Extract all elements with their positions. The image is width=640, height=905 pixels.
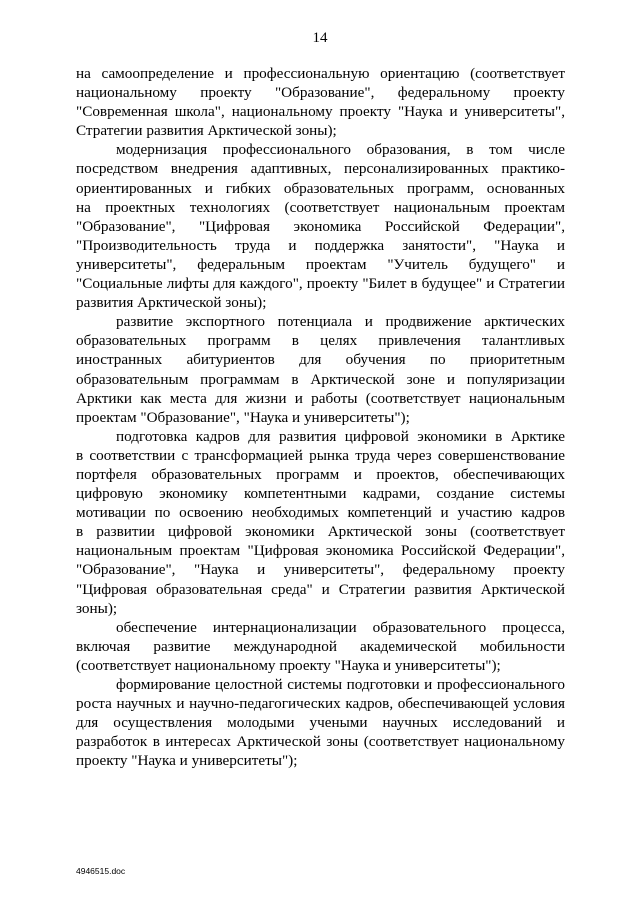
text-line: проекту "Наука и университеты"); — [76, 752, 298, 770]
text-line: "Производительность труда и поддержка занятости", "Наука и — [76, 236, 565, 254]
document-body — [76, 64, 565, 770]
text-line: "Современная школа", национальному проекту "Наука и университеты", — [76, 103, 565, 121]
page-number: 14 — [312, 30, 328, 46]
text-line: проектам "Образование", "Наука и университеты"); — [76, 408, 410, 426]
text-line: включая развитие международной академической мобильности — [76, 637, 565, 655]
text-line: формирование целостной системы подготовки и профессионального — [116, 676, 565, 693]
text-line: (соответствует национальному проекту "Наука и университеты"); — [76, 656, 501, 674]
paragraph-2 — [76, 140, 565, 312]
text-line: иностранных абитуриентов для обучения по приоритетным — [76, 351, 565, 369]
text-line: "Образование", "Наука и университеты", федеральному проекту — [76, 561, 565, 579]
text-line: в соответствии с трансформацией рынка труда через совершенствование — [76, 446, 565, 464]
text-line: Стратегии развития Арктической зоны); — [76, 122, 337, 140]
paragraph-5 — [76, 618, 565, 675]
text-line: роста научных и научно-педагогических кадров, обеспечивающей условия — [76, 695, 565, 713]
text-line: национальным проектам "Цифровая экономика Российской Федерации", — [76, 542, 565, 560]
text-line: цифровую экономику компетентными кадрами, создание системы — [76, 485, 565, 503]
text-line: образовательным программам в Арктической зоне и популяризации — [76, 370, 565, 388]
text-line: "Социальные лифты для каждого", проекту "Билет в будущее" и Стратегии — [76, 275, 565, 293]
text-line: подготовка кадров для развития цифровой экономики в Арктике — [116, 427, 565, 445]
text-line: в развитии цифровой экономики Арктической зоны (соответствует — [76, 523, 565, 541]
text-line: портфеля образовательных программ и проектов, обеспечивающих — [76, 465, 565, 483]
paragraph-1 — [76, 64, 565, 140]
text-line: модернизация профессионального образования, в том числе — [116, 141, 565, 159]
paragraph-6 — [76, 675, 565, 770]
text-line: на самоопределение и профессиональную ориентацию (соответствует — [76, 65, 565, 82]
paragraph-3 — [76, 312, 565, 427]
text-line: Арктики как места для жизни и работы (соответствует национальным — [76, 389, 565, 407]
text-line: ориентированных и гибких образовательных программ, основанных — [76, 179, 565, 197]
text-line: "Образование", "Цифровая экономика Российской Федерации", — [76, 217, 565, 235]
paragraph-4 — [76, 427, 565, 618]
text-line: для осуществления молодыми учеными научных исследований и — [76, 714, 565, 732]
text-line: мотивации по освоению необходимых компетенций и участию кадров — [76, 504, 565, 522]
text-line: образовательных программ в целях привлечения талантливых — [76, 332, 565, 350]
text-line: обеспечение интернационализации образовательного процесса, — [116, 618, 565, 636]
document-file-id: 4946515.doc — [76, 866, 126, 876]
text-line: развития Арктической зоны); — [76, 294, 267, 312]
text-line: национальному проекту "Образование", федеральному проекту — [76, 84, 565, 102]
text-line: зоны); — [76, 599, 118, 617]
text-line: "Цифровая образовательная среда" и Стратегии развития Арктической — [76, 580, 565, 598]
text-line: посредством внедрения адаптивных, персонализированных практико- — [76, 160, 565, 178]
text-line: университеты", федеральным проектам "Учитель будущего" и — [76, 255, 565, 273]
text-line: разработок в интересах Арктической зоны (соответствует национальному — [76, 733, 565, 751]
text-line: на проектных технологиях (соответствует национальным проектам — [76, 198, 565, 216]
text-line: развитие экспортного потенциала и продвижение арктических — [116, 313, 565, 331]
